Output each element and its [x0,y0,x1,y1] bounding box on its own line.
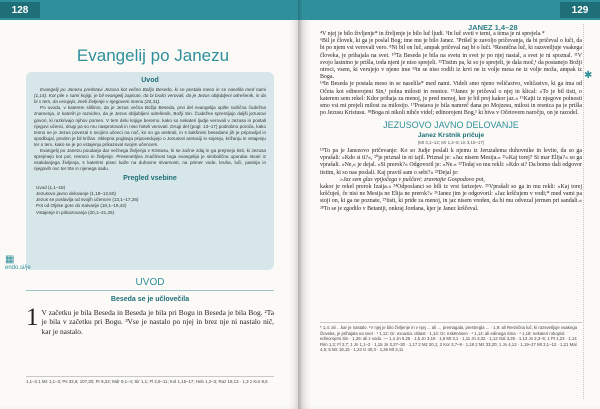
subheading-janez: Janez Krstnik pričuje [417,131,485,139]
margin-logo [5,254,31,271]
cross-references: 1,1–3 1 Mz 1,1–3; Ps 33,6; 107,20; Pr 8,22; Mdr 9,1–4; Sir 1,1; Fl 2,6–11; Kol 1,15–17; Heb 1,2–3; Raz 19,13 · 1,3 1 Kor 8,6 [26,376,274,385]
intro-paragraph-1: Evangelij po Janezu predstavi Jezusa kot večno Božjo Besedo, ki se postala meso in se naselila med nami (1,14). Kot pile v sami knjigi, je bil evangelij zapisan, da bi bralci verovali, da je Jezus obljubljeni odrešenik, in da bi s tem, da verujejo, imeli življenje v njegovem imenu (20,31). [34,87,266,105]
paragraph: ⁴V njej je bilo življenje* in življenje je bilo luč ljudi. ⁵In luč sveti v temi, a tema je ni sprejela.* [320,31,545,37]
paragraph: ¹⁹To pa je Janezovo pričevanje: Ko so Judje poslali k njemu iz Jeruzalema duhovnike in levite, da so ga vprašali: »Kdo si ti?«, ²⁰je priznal in ni tajil. Priznal je: »Jaz nisem Mesija.« ²¹»Kaj torej? Si mar Elija?« so ga vprašali. »Ne,« je dejal. »Si prerok?« Odgovoril je: »Ne.« ²²Tedaj so mu rekli: »Kdo si? Da bomo dali odgovor tistim, ki so nas poslali. Kaj praviš sam o sebi?« ²³Dejal je: [320,148,582,176]
paragraph: ¹⁴In Beseda je postala meso in se naselila* med nami. Videli smo njeno veličastvo, veličastvo, ki ga ima od Očeta kot edinorojeni Sin,¹ polna milosti in resnice. ¹⁵Janez je pričeval o njej in klical: »To je bil tisti, o katerem sem rekel: Kdor prihaja za menoj, je pred menoj, ker je bil prej kakor jaz.« ¹⁶Kajti iz njegove polnosti smo vsi mi prejeli milost za milostjo. ¹⁷Postava je bila namreč dana po Mojzesu, milost in resnica pa je prišla po Jezusu Kristusu. ¹⁸Boga ni nikoli nihče videl; edinorojeni Bog,¹ ki biva v Očetovem naročju, on je razodel. [320,81,582,117]
left-page-number: 128 [0,2,40,18]
left-header-band [0,0,300,20]
qr-icon: ▦ [5,254,15,265]
outline-heading: Pregled vsebine [123,175,177,183]
outline-item: Jezusovo javno delovanje (1,19–12,50) [36,190,116,196]
intro-paragraph-3: Evangelij po Janezu poudarja dar večnega življenja v Kristusu, ki se začne zdaj in ga prejmejo tisti, ki Jezusa sprejmejo kot pot, resnico in življenje. Presenetljiva značilnost tega evangelija je simbolična uporaba stvari iz vsakdanjega življenja, s katerimi pisec kaže na duhovne stvarnosti, na primer vode, kruha, luči, pastirja in njegovih ovc ter trte in njenega sadu. [34,148,266,172]
right-page-number: 129 [560,2,600,18]
intro-heading: Uvod [141,77,159,84]
subheading-beseda: Beseda se je učlovečila [110,296,190,303]
parallel-refs: (Mt 3,1–12; Mr 1,2–8; Lk 3,15–17) [417,139,485,145]
paragraph: kakor je rekel prerok Izaija.« ²⁴Odposlanci so bili iz vrst farizejev. ²⁵Vprašali so ga in mu rekli: »Kaj torej krščuješ, če nisi ne Mesija ne Elija ne prerok?« ²⁶Janez jim je odgovoril: »Jaz krščujem v vodi;* med vami pa stoji on, ki ga ne poznate, ²⁷tisti, ki pride za menoj, in jaz nisem vreden, da bi mu odvezal jermen pri sandali.« ²⁸To se je zgodilo v Betaniji, onkraj Jordana, kjer je Janez krščeval. [320,184,582,212]
intro-box [26,72,274,270]
right-page [300,0,600,409]
book-title: Evangelij po Janezu [76,46,230,65]
footnotes: * 1,4: ali …kar je nastalo. ¹V njej je bilo življenje in v njej ... ali … premagala, prestregla ... · 1,9: ali Resnična luč, ki razsvetljuje vsakega človeka, je prihajala na svet · ¹ 1,12: Gr. exousia: oblast · 1,14: Gr. eskēnōsen · ¹ 1,14: ali edinega Sina · ¹ 1,18: nekateri rokopisi: edinorojeni Sin · 1,26: ali z vodo. — 1,4 Jn 5,26 · 1,5 Jn 3,19 · 1,6 Mt 3,1 · 1,11 Jn 3,32 · 1,12 Gal 3,26 · 1,13 Jn 3,3–6; 1 Pt 1,23 · 1,14 Rim 1,3; Fl 2,7; 1 Jn 1,1–2 · 1,15 Jn 3,27–30 · 1,17 2 Mz 20,1; 2 Kor 3,7–9 · 1,18 2 Mz 33,20; 1 Jn 4,12 · 1,19–27 Mt 3,1–12 · 1,21 Mal 4,5; 5 Mz 18,15 · 1,23 Iz 40,3 · 1,26 Mt 3,11 [320,322,582,353]
intro-paragraph-2: Po uvodu, v katerem slišimo, da je Jezus večna Božja Beseda, prvi del evangelija opiše različna čudežna znamenja, iz katerih je razvidno, da je Jezus obljubljeni odrešenik, Božji Sin. Čudežne spremljajo daljši jezusovi govori, ki razkrivajo njihov pomen. V tem delu knjige beremo, kako so nekateri ljudje verovali v Jezusa in postali njegovi učenci, drugi pa so mu nasprotovali in niso hoteli verovati. Drugi del (pogl. 13–17) podrobno poroča, kako tesno se je Jezus povezal s svojimi učenci na noč, ko so ga aretirali, in s kakšnimi besedami jih je pripravljal in spodbujal, preden je bil križan. Sklepna poglavja pripovedujejo o Jezusovi aretaciji in sojenju, križanju in vstajenju ter o tem, kako se je po vstajenju prikazoval svojim učencem. [34,105,266,147]
section-heading-javno: JEZUSOVO JAVNO DELOVANJE [383,120,519,131]
section-heading-uvod: UVOD [26,277,274,291]
outline-item: Uvod (1,1–18) [36,184,66,190]
figure-icon: ✱ [584,70,593,81]
poem-quote: »Jaz sem glas vpijočega v puščavi: zravnajte Gospodovo pot, [340,176,485,183]
gutter-shadow [298,0,302,409]
paragraph: ⁶Bil je človek, ki ga je poslal Bog; ime mu je bilo Janez. ⁷Prišel je zavoljo pričevanja, da bi pričeval o luči, da bi po njem vsi verovali vero. ⁸Ni bil on luč, ampak pričeval naj bi o luči. ⁹Resnična luč, ki razsvetljuje vsakega človeka, je prihajala na svet. ¹⁰Ta Beseda je bila na svetu in svet je po njej nastal, a svet je ni spoznal. ¹¹V svojo lastnino je prišla, toda njeni je niso sprejeli. ¹²Tistim pa, ki so jo sprejeli, je dala moč,¹ da postanejo Božji otroci, vsem, ki verujejo v njeno ime ¹³in se niso rodili iz krvi ne iz volje mesa ne iz volje moža, ampak iz Boga. [320,38,582,81]
verse-text: V začetku je bila Beseda in Beseda je bila pri Bogu in Beseda je bila Bog. ²Ta je bila v začetku pri Bogu. ³Vse je nastalo po njej in brez nje ni nastalo nič, kar je nastalo. [41,308,274,336]
chapter-number: 1 [26,304,39,331]
outline [34,176,266,216]
verse-block [26,304,274,336]
running-head: JANEZ 1,4–28 [468,23,518,32]
outline-item: Jezus se poslavlja od svojih učencev (13,1–17,26) [36,197,139,203]
text-column [320,31,582,213]
right-header-band [300,0,600,20]
outline-item: Pot od Oljske gore do Kalvarije (18,1–19,42) [36,203,127,209]
logo-text: endo.si/je [5,265,31,271]
outline-item: Vstajenje in prikazovanja (20,1–21,25) [36,209,115,215]
